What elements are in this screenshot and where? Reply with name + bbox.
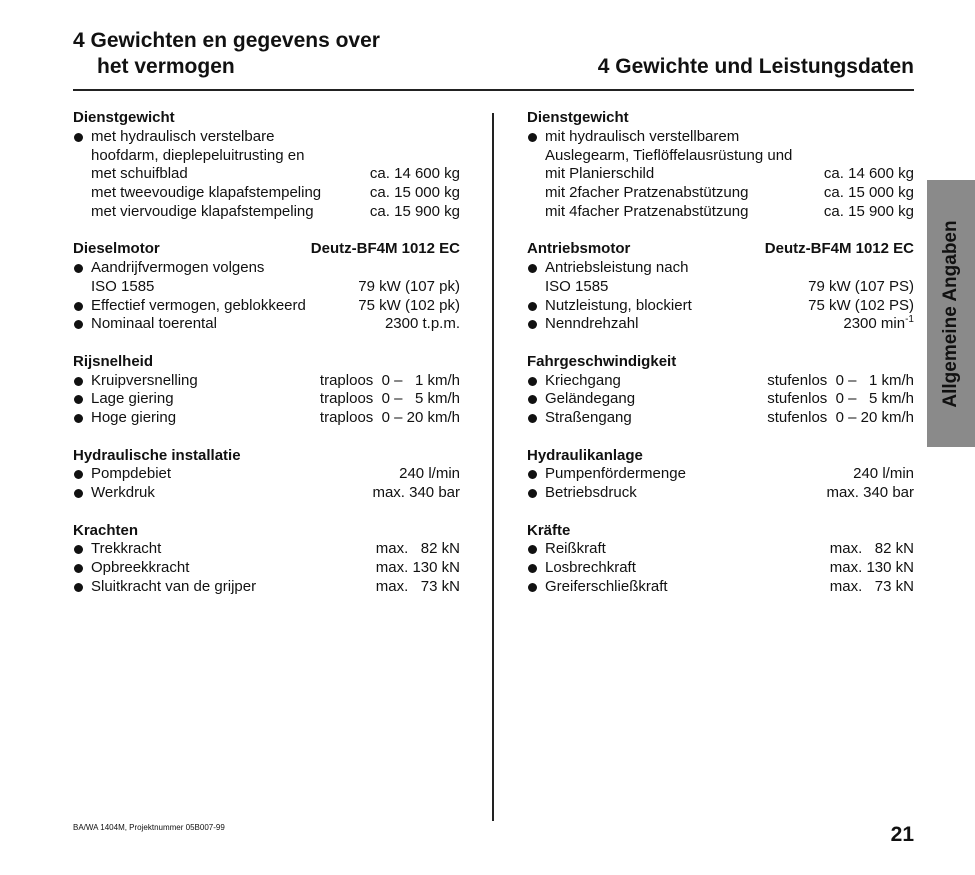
- spec-value: [370, 165, 460, 184]
- spec-value-text: ca. 15 000 kg: [369, 184, 460, 201]
- spec-row: [73, 540, 460, 559]
- section-heading: [527, 522, 914, 541]
- spec-row: [73, 165, 460, 184]
- spec-row: [73, 128, 460, 147]
- section-heading-label: Krachten: [73, 521, 139, 539]
- spec-value-text: 75 kW (102 pk): [358, 296, 460, 314]
- spec-value-text: max. 73 kN: [375, 577, 460, 595]
- spec-section: [73, 240, 460, 334]
- spec-value: [830, 559, 914, 578]
- title-line-1: 4 Gewichten en gegevens over: [73, 29, 380, 52]
- spec-row: [527, 315, 914, 334]
- spec-row: [73, 372, 460, 391]
- section-heading-value: Deutz-BF4M 1012 EC: [310, 240, 460, 258]
- section-heading: [73, 109, 460, 128]
- spec-row: [527, 128, 914, 147]
- page-title-german: 4 Gewichte und Leistungsdaten: [597, 55, 914, 78]
- spec-value: [376, 559, 460, 578]
- spec-value-text: stufenlos 0 – 20 km/h: [767, 409, 914, 426]
- spec-row: [73, 203, 460, 222]
- spec-row: [527, 184, 914, 203]
- spec-value: [824, 165, 914, 184]
- section-heading: [527, 447, 914, 466]
- page-number: 21: [890, 823, 914, 846]
- spec-value-text: ca. 14 600 kg: [823, 165, 914, 183]
- spec-label: met viervoudige klapafstempeling: [91, 202, 314, 220]
- spec-value: [320, 390, 460, 409]
- spec-value: [376, 578, 460, 597]
- spec-value-text: max. 73 kN: [829, 577, 914, 595]
- section-heading-label: Kräfte: [527, 521, 571, 539]
- spec-value-text: ca. 14 600 kg: [369, 165, 460, 183]
- spec-row: [527, 278, 914, 297]
- dutch-column: [73, 109, 460, 615]
- section-heading-label: Dienstgewicht: [73, 109, 175, 126]
- spec-section: [73, 353, 460, 428]
- spec-row: [73, 559, 460, 578]
- spec-value-text: 79 kW (107 PS): [808, 277, 914, 295]
- spec-row: [527, 203, 914, 222]
- spec-row: [73, 465, 460, 484]
- spec-label: Nutzleistung, blockiert: [527, 297, 692, 316]
- spec-label: hoofdarm, dieplepeluitrusting en: [91, 146, 305, 164]
- spec-value-text: max. 82 kN: [829, 540, 914, 558]
- section-heading-label: Fahrgeschwindigkeit: [527, 352, 677, 370]
- spec-value: [767, 390, 914, 409]
- spec-label: Werkdruk: [73, 484, 155, 503]
- spec-value: [399, 465, 460, 484]
- section-heading-label: Hydraulikanlage: [527, 446, 643, 464]
- section-heading-label: Hydraulische installatie: [73, 446, 241, 464]
- section-heading-label: Dieselmotor: [73, 240, 160, 258]
- section-heading: [527, 240, 914, 259]
- spec-value-text: max. 82 kN: [375, 540, 460, 558]
- spec-row: [73, 259, 460, 278]
- spec-label: Greiferschließkraft: [527, 578, 668, 597]
- section-heading: [73, 447, 460, 466]
- spec-section: [527, 240, 914, 334]
- spec-section: [527, 522, 914, 597]
- spec-value-text: ca. 15 000 kg: [823, 184, 914, 201]
- spec-value: [358, 297, 460, 316]
- spec-row: [73, 578, 460, 597]
- spec-row: [73, 297, 460, 316]
- spec-row: [527, 259, 914, 278]
- spec-value-exponent: -1: [905, 314, 914, 326]
- spec-value-text: 240 l/min: [399, 465, 460, 483]
- spec-value: [320, 372, 460, 391]
- footer-project: BA/WA 1404M, Projektnummer 05B007-99: [73, 823, 225, 832]
- spec-label: mit 4facher Pratzenabstützung: [545, 202, 749, 220]
- spec-value: [767, 372, 914, 391]
- spec-label: Antriebsleistung nach: [527, 259, 688, 278]
- spec-label: Kruipversnelling: [73, 372, 198, 391]
- spec-label: Opbreekkracht: [73, 559, 189, 578]
- spec-label: mit Planierschild: [545, 165, 655, 183]
- spec-value-text: 79 kW (107 pk): [358, 277, 460, 295]
- section-heading-label: Rijsnelheid: [73, 352, 154, 370]
- spec-label: Effectief vermogen, geblokkeerd: [73, 297, 306, 316]
- title-line-2: het vermogen: [97, 55, 235, 78]
- spec-value-text: ca. 15 900 kg: [369, 202, 460, 220]
- section-heading-label: Dienstgewicht: [527, 109, 629, 126]
- spec-value: [808, 297, 914, 316]
- spec-label: Lage giering: [73, 390, 174, 409]
- spec-row: [527, 559, 914, 578]
- spec-label: met schuifblad: [91, 165, 188, 183]
- spec-value-text: max. 130 kN: [375, 559, 460, 576]
- spec-label: Auslegearm, Tieflöffelausrüstung und: [545, 146, 793, 164]
- spec-value: [767, 409, 914, 428]
- spec-row: [73, 278, 460, 297]
- spec-label: Pompdebiet: [73, 465, 171, 484]
- spec-value-text: 240 l/min: [853, 465, 914, 483]
- spec-label: Geländegang: [527, 390, 635, 409]
- spec-label: Aandrijfvermogen volgens: [73, 259, 264, 278]
- spec-section: [527, 109, 914, 222]
- spec-label: ISO 1585: [91, 277, 155, 295]
- spec-row: [527, 165, 914, 184]
- section-heading-value: Deutz-BF4M 1012 EC: [764, 240, 914, 258]
- spec-value: [376, 540, 460, 559]
- spec-section: [73, 109, 460, 222]
- spec-value-text: max. 130 kN: [829, 559, 914, 576]
- spec-row: [527, 578, 914, 597]
- spec-label: Trekkracht: [73, 540, 161, 559]
- spec-label: ISO 1585: [545, 277, 609, 295]
- spec-value: [843, 315, 914, 334]
- spec-label: Straßengang: [527, 409, 632, 428]
- spec-row: [527, 465, 914, 484]
- spec-value: [358, 278, 460, 297]
- spec-row: [527, 372, 914, 391]
- spec-row: [73, 390, 460, 409]
- spec-row: [73, 147, 460, 166]
- spec-value: [830, 578, 914, 597]
- spec-value: [830, 540, 914, 559]
- spec-label: met hydraulisch verstelbare: [73, 128, 274, 147]
- spec-value: [370, 203, 460, 222]
- spec-label: Sluitkracht van de grijper: [73, 578, 256, 597]
- section-heading: [73, 522, 460, 541]
- spec-value: [826, 484, 914, 503]
- spec-value-text: traploos 0 – 5 km/h: [319, 390, 460, 408]
- spec-section: [73, 447, 460, 503]
- side-tab-label: Allgemeine Angaben: [940, 219, 961, 408]
- column-divider: [492, 113, 494, 821]
- spec-value-text: max. 340 bar: [372, 484, 460, 501]
- spec-row: [527, 484, 914, 503]
- spec-section: [73, 522, 460, 597]
- spec-row: [73, 409, 460, 428]
- section-heading-label: Antriebsmotor: [527, 240, 631, 258]
- spec-value: [853, 465, 914, 484]
- spec-value: [370, 184, 460, 203]
- german-column: [527, 109, 914, 615]
- section-heading: [527, 109, 914, 128]
- spec-value: [320, 409, 460, 428]
- spec-value-text: stufenlos 0 – 5 km/h: [767, 390, 914, 408]
- spec-row: [527, 147, 914, 166]
- spec-value-text: traploos 0 – 20 km/h: [319, 409, 460, 426]
- spec-value-text: ca. 15 900 kg: [823, 202, 914, 220]
- spec-row: [527, 409, 914, 428]
- spec-label: Pumpenfördermenge: [527, 465, 686, 484]
- spec-section: [527, 447, 914, 503]
- spec-label: Losbrechkraft: [527, 559, 636, 578]
- spec-value: [808, 278, 914, 297]
- spec-row: [73, 184, 460, 203]
- section-heading: [73, 353, 460, 372]
- spec-row: [527, 297, 914, 316]
- spec-row: [527, 540, 914, 559]
- spec-value-text: 2300 min: [843, 315, 906, 333]
- spec-row: [73, 315, 460, 334]
- page-title-dutch: [73, 28, 380, 80]
- section-side-tab: [927, 180, 975, 447]
- spec-label: met tweevoudige klapafstempeling: [91, 184, 322, 201]
- spec-section: [527, 353, 914, 428]
- spec-value: [372, 484, 460, 503]
- spec-label: Hoge giering: [73, 409, 176, 428]
- spec-label: Nominaal toerental: [73, 315, 217, 334]
- spec-value: [385, 315, 460, 334]
- header-rule: [73, 89, 914, 91]
- spec-label: Betriebsdruck: [527, 484, 637, 503]
- spec-label: Kriechgang: [527, 372, 621, 391]
- spec-value: [824, 184, 914, 203]
- spec-label: mit 2facher Pratzenabstützung: [545, 184, 749, 201]
- spec-value-text: max. 340 bar: [826, 484, 914, 501]
- section-heading: [527, 353, 914, 372]
- spec-value-text: 2300 t.p.m.: [384, 315, 460, 333]
- section-heading: [73, 240, 460, 259]
- spec-value-text: 75 kW (102 PS): [808, 296, 914, 314]
- spec-value-text: traploos 0 – 1 km/h: [319, 371, 460, 389]
- spec-row: [527, 390, 914, 409]
- spec-label: mit hydraulisch verstellbarem: [527, 128, 739, 147]
- spec-label: Nenndrehzahl: [527, 315, 638, 334]
- spec-label: Reißkraft: [527, 540, 606, 559]
- spec-value: [824, 203, 914, 222]
- spec-value-text: stufenlos 0 – 1 km/h: [767, 371, 914, 389]
- spec-row: [73, 484, 460, 503]
